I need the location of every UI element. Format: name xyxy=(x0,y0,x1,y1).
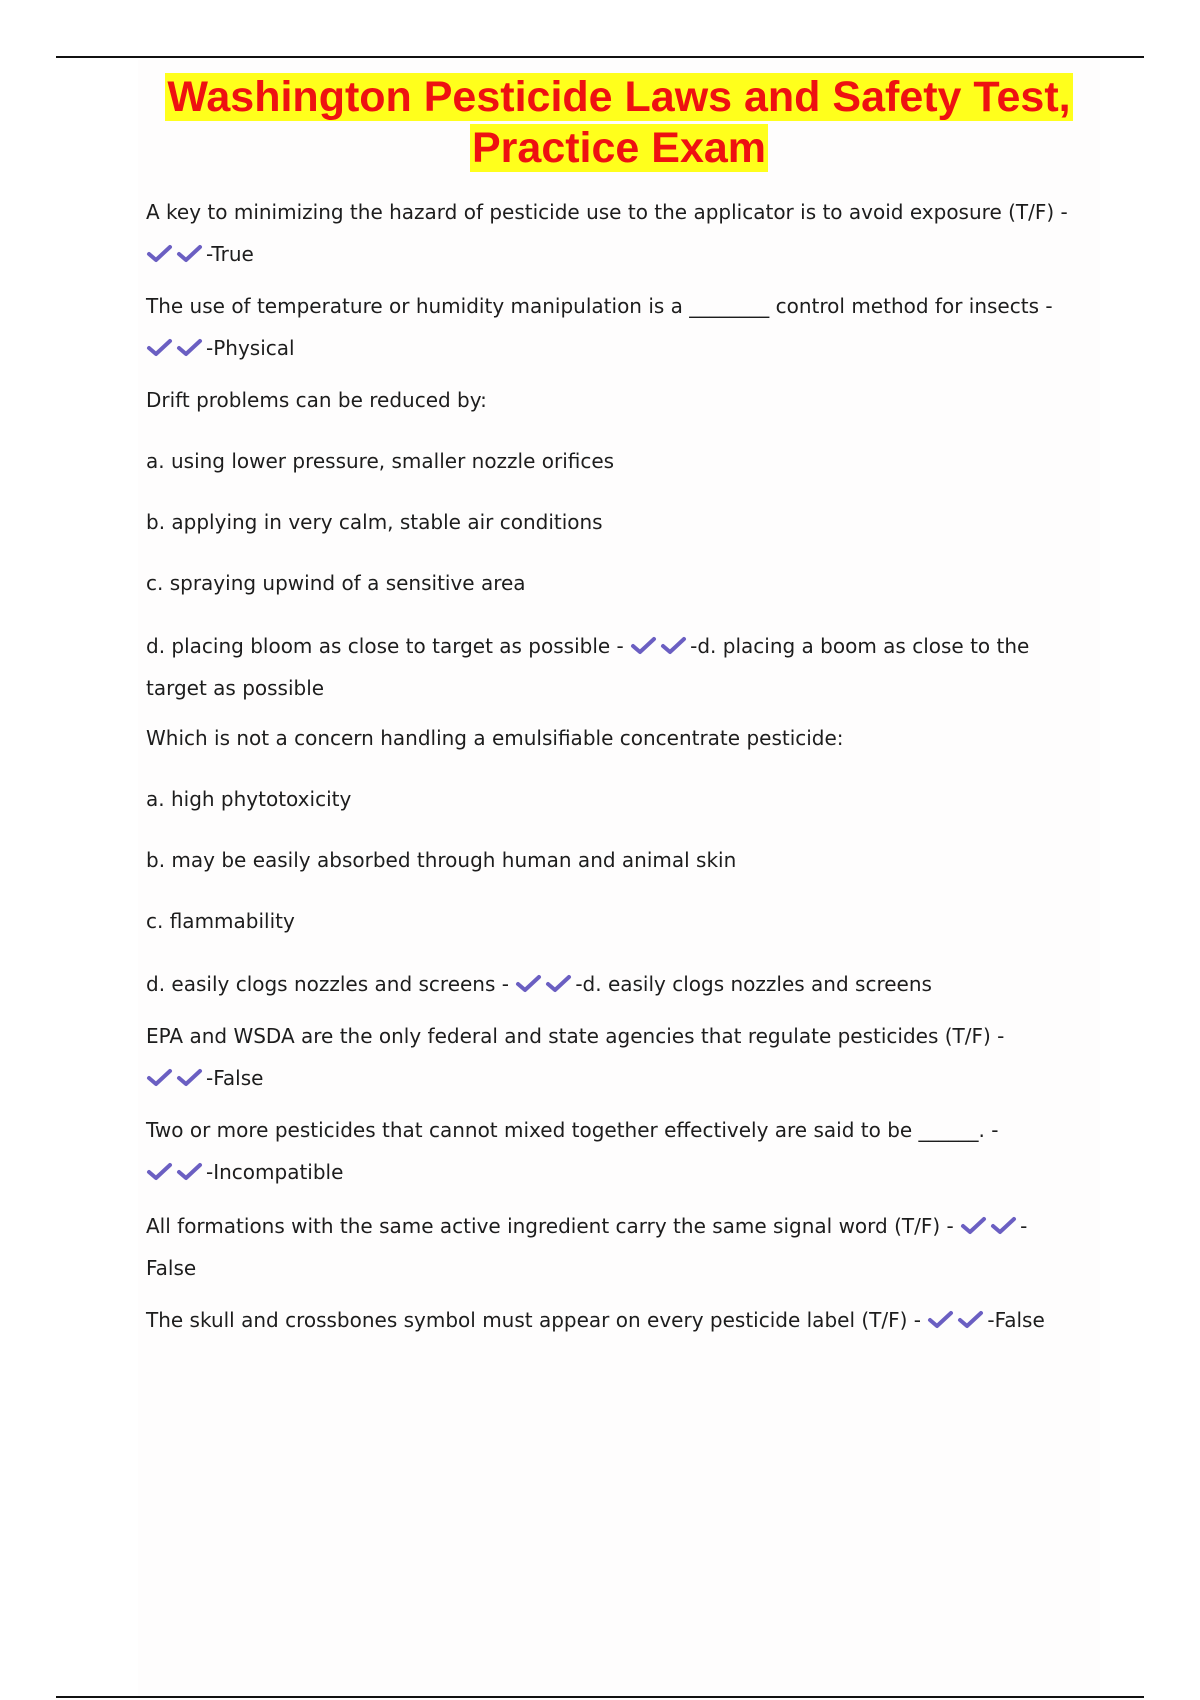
answer-line xyxy=(146,326,1090,370)
check-icon xyxy=(176,243,206,265)
answer-line xyxy=(146,962,1090,1006)
answer-text-continued: target as possible xyxy=(146,676,325,700)
option-text: d. placing bloom as close to target as possible - xyxy=(146,634,624,658)
answer-line xyxy=(146,232,1090,276)
document-page xyxy=(138,60,1100,1696)
check-icon xyxy=(176,337,206,359)
option-text: a. using lower pressure, smaller nozzle orifices xyxy=(146,449,615,473)
option-text: c. spraying upwind of a sensitive area xyxy=(146,571,526,595)
answer-text: -d. placing a boom as close to the xyxy=(690,634,1030,658)
check-icon xyxy=(957,1309,987,1331)
check-icon xyxy=(630,635,660,657)
option-text: c. flammability xyxy=(146,909,295,933)
check-icon xyxy=(960,1215,990,1237)
check-icon xyxy=(927,1309,957,1331)
check-icon xyxy=(146,1067,176,1089)
question-item xyxy=(146,1298,1090,1342)
option-text: b. may be easily absorbed through human and animal skin xyxy=(146,848,737,872)
option-text: d. easily clogs nozzles and screens - xyxy=(146,972,509,996)
answer-text: -Physical xyxy=(206,336,295,360)
answer-text: -False xyxy=(987,1308,1045,1332)
check-icon xyxy=(990,1215,1020,1237)
question-item xyxy=(146,1016,1090,1100)
answer-text: -d. easily clogs nozzles and screens xyxy=(575,972,932,996)
question-item xyxy=(146,192,1090,276)
title-line-2: Practice Exam xyxy=(471,124,767,172)
option-text: a. high phytotoxicity xyxy=(146,787,352,811)
question-text: Two or more pesticides that cannot mixed together effectively are said to be ______. - xyxy=(146,1118,999,1142)
question-text: The use of temperature or humidity manipulation is a ________ control method for insects - xyxy=(146,294,1053,318)
question-item xyxy=(146,380,1090,708)
answer-line xyxy=(146,1056,1090,1100)
question-line xyxy=(146,1298,1090,1342)
question-line xyxy=(146,1204,1090,1248)
question-text: A key to minimizing the hazard of pesticide use to the applicator is to avoid exposure (T/F) - xyxy=(146,200,1068,224)
question-item xyxy=(146,718,1090,1006)
question-item xyxy=(146,1110,1090,1194)
answer-line xyxy=(146,1150,1090,1194)
answer-dash: - xyxy=(1020,1214,1028,1238)
question-list xyxy=(138,174,1100,1342)
bottom-rule xyxy=(56,1696,1144,1698)
check-icon xyxy=(660,635,690,657)
answer-line xyxy=(146,624,1090,668)
question-text: The skull and crossbones symbol must appear on every pesticide label (T/F) - xyxy=(146,1308,921,1332)
check-icon xyxy=(146,337,176,359)
check-icon xyxy=(146,1161,176,1183)
question-item xyxy=(146,1204,1090,1288)
answer-text: False xyxy=(146,1256,197,1280)
check-icon xyxy=(545,973,575,995)
answer-text: -False xyxy=(206,1066,264,1090)
answer-text: -True xyxy=(206,242,254,266)
question-stem: Which is not a concern handling a emulsifiable concentrate pesticide: xyxy=(146,726,844,750)
question-stem: Drift problems can be reduced by: xyxy=(146,388,487,412)
answer-text: -Incompatible xyxy=(206,1160,344,1184)
title-line-1: Washington Pesticide Laws and Safety Test, xyxy=(167,73,1071,121)
top-rule xyxy=(56,56,1144,58)
check-icon xyxy=(176,1067,206,1089)
question-text: EPA and WSDA are the only federal and state agencies that regulate pesticides (T/F) - xyxy=(146,1024,1005,1048)
question-text: All formations with the same active ingredient carry the same signal word (T/F) - xyxy=(146,1214,954,1238)
page-title xyxy=(138,72,1100,174)
check-icon xyxy=(176,1161,206,1183)
check-icon xyxy=(146,243,176,265)
option-text: b. applying in very calm, stable air conditions xyxy=(146,510,603,534)
question-item xyxy=(146,286,1090,370)
check-icon xyxy=(515,973,545,995)
